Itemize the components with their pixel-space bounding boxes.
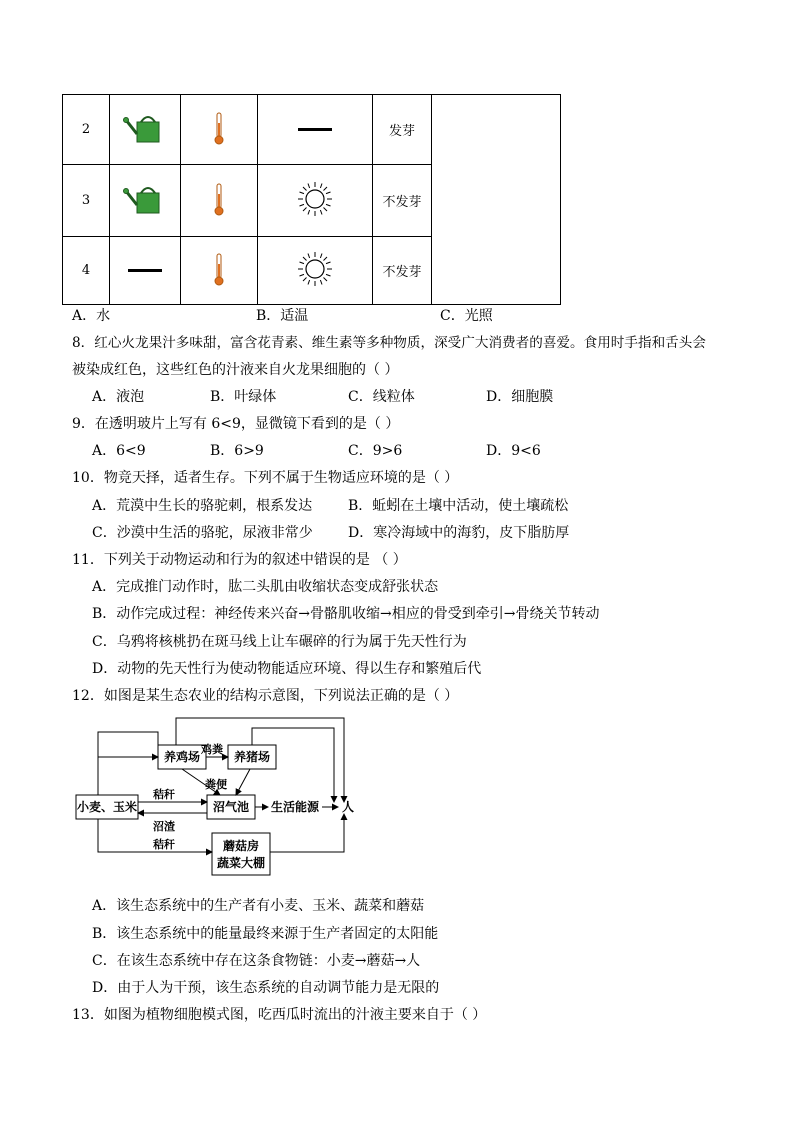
- temperature-cell: [181, 237, 258, 305]
- q8-option-b: B．叶绿体: [210, 389, 277, 405]
- water-cell: [110, 165, 181, 237]
- q9-option-a: A．6<9: [92, 443, 146, 459]
- water-cell: [110, 237, 181, 305]
- residue-label: 沼渣: [153, 820, 175, 833]
- greenhouse-label: 蔬菜大棚: [216, 856, 266, 870]
- energy-label: 生活能源: [270, 800, 320, 814]
- watering-can-icon: [123, 183, 167, 215]
- row-number: 3: [63, 165, 110, 237]
- q11-option-b: B．动作完成过程：神经传来兴奋→骨骼肌收缩→相应的骨受到牵引→骨绕关节转动: [92, 606, 600, 622]
- q10-option-a: A．荒漠中生长的骆驼刺，根系发达: [92, 498, 313, 514]
- q10-option-d: D．寒冷海域中的海豹，皮下脂肪厚: [348, 525, 570, 541]
- result-cell: 不发芽: [373, 237, 432, 305]
- mushroom-house-label: 蘑菇房: [222, 839, 260, 853]
- temperature-cell: [181, 95, 258, 165]
- thermometer-icon: [213, 252, 225, 286]
- empty-cell: [432, 95, 561, 305]
- dash-icon: [298, 127, 332, 133]
- manure-label: 粪便: [205, 778, 227, 791]
- light-cell: [258, 237, 373, 305]
- sun-icon: [297, 251, 333, 287]
- q12-option-a: A．该生态系统中的生产者有小麦、玉米、蔬菜和蘑菇: [92, 898, 425, 914]
- person-label: 人: [341, 800, 355, 814]
- q9-option-b: B．6>9: [210, 443, 264, 459]
- q8-option-d: D．细胞膜: [486, 389, 554, 405]
- thermometer-icon: [213, 182, 225, 216]
- q7-option-b: B．适温: [256, 308, 309, 324]
- q8-stem-line1: 8．红心火龙果汁多味甜，富含花青素、维生素等多种物质，深受广大消费者的喜爱。食用时手指和舌头会: [72, 335, 706, 351]
- watering-can-icon: [123, 112, 167, 144]
- q11-option-d: D．动物的先天性行为使动物能适应环境、得以生存和繁殖后代: [92, 661, 482, 677]
- thermometer-icon: [213, 111, 225, 145]
- light-cell: [258, 165, 373, 237]
- q11-stem: 11．下列关于动物运动和行为的叙述中错误的是 （ ）: [72, 552, 407, 568]
- q12-option-d: D．由于人为干预，该生态系统的自动调节能力是无限的: [92, 980, 440, 996]
- chicken-farm-label: 养鸡场: [163, 750, 201, 764]
- row-number: 2: [63, 95, 110, 165]
- water-cell: [110, 95, 181, 165]
- q12-stem: 12．如图是某生态农业的结构示意图，下列说法正确的是（ ）: [72, 688, 459, 704]
- q9-option-c: C．9>6: [348, 443, 403, 459]
- q10-stem: 10．物竞天择，适者生存。下列不属于生物适应环境的是（ ）: [72, 470, 459, 486]
- q8-option-c: C．线粒体: [348, 389, 415, 405]
- table-row: [63, 95, 561, 165]
- result-cell: 不发芽: [373, 165, 432, 237]
- sun-icon: [297, 181, 333, 217]
- eco-agriculture-diagram: [70, 714, 360, 882]
- q12-option-c: C．在该生态系统中存在这条食物链：小麦→蘑菇→人: [92, 953, 421, 969]
- pig-farm-label: 养猪场: [233, 750, 271, 764]
- q8-option-a: A．液泡: [92, 389, 145, 405]
- straw-label-2: 秸秆: [153, 838, 175, 851]
- q11-option-c: C．乌鸦将核桃扔在斑马线上让车碾碎的行为属于先天性行为: [92, 634, 467, 650]
- q12-option-b: B．该生态系统中的能量最终来源于生产者固定的太阳能: [92, 926, 439, 942]
- q9-option-d: D．9<6: [486, 443, 541, 459]
- chicken-manure-label: 鸡粪: [201, 743, 223, 756]
- biogas-label: 沼气池: [212, 800, 250, 814]
- experiment-table: [62, 94, 561, 305]
- light-cell: [258, 95, 373, 165]
- row-number: 4: [63, 237, 110, 305]
- q8-stem-line2: 被染成红色，这些红色的汁液来自火龙果细胞的（ ）: [72, 362, 399, 378]
- dash-icon: [128, 268, 162, 274]
- temperature-cell: [181, 165, 258, 237]
- crops-label: 小麦、玉米: [76, 800, 138, 814]
- q10-option-c: C．沙漠中生活的骆驼，尿液非常少: [92, 525, 313, 541]
- q7-option-c: C．光照: [440, 308, 493, 324]
- q10-option-b: B．蚯蚓在土壤中活动，使土壤疏松: [348, 498, 569, 514]
- result-cell: 发芽: [373, 95, 432, 165]
- q7-option-a: A．水: [72, 308, 111, 324]
- straw-label: 秸秆: [153, 788, 175, 801]
- q9-stem: 9．在透明玻片上写有 6<9，显微镜下看到的是（ ）: [72, 416, 400, 432]
- q11-option-a: A．完成推门动作时，肱二头肌由收缩状态变成舒张状态: [92, 579, 439, 595]
- q13-stem: 13．如图为植物细胞模式图，吃西瓜时流出的汁液主要来自于（ ）: [72, 1007, 487, 1023]
